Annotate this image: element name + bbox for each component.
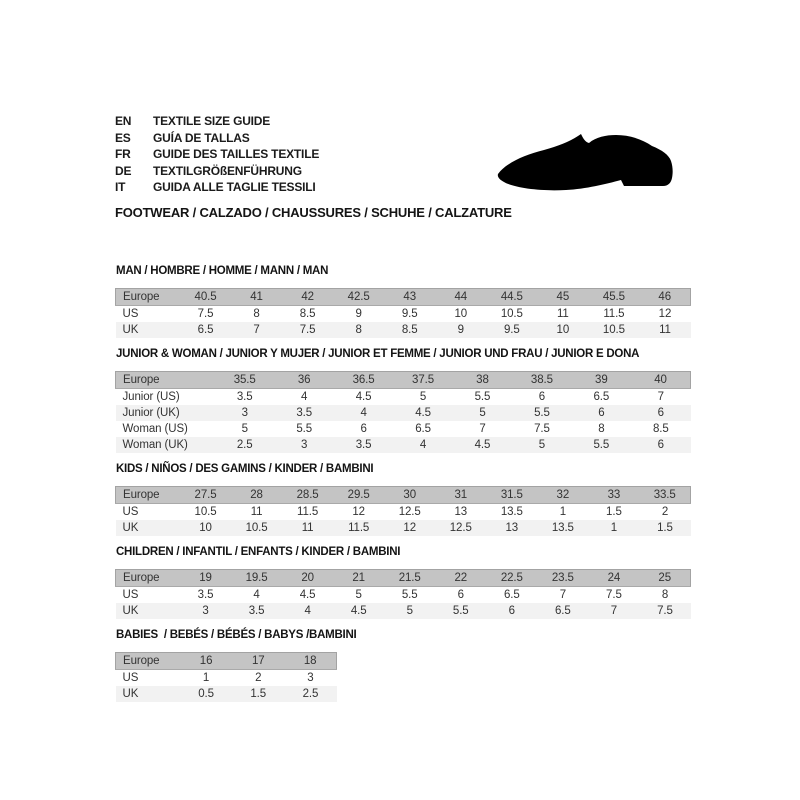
size-value: 22.5 bbox=[486, 569, 537, 586]
size-value: 6 bbox=[657, 438, 664, 451]
size-value: 11 bbox=[659, 323, 671, 336]
table-row bbox=[116, 322, 691, 338]
language-code: DE bbox=[115, 163, 132, 178]
size-value: 3.5 bbox=[296, 406, 312, 419]
size-value: 7 bbox=[253, 323, 260, 336]
size-value: 6.5 bbox=[503, 588, 520, 601]
row-label: UK bbox=[122, 687, 139, 700]
size-value: 13 bbox=[454, 505, 468, 518]
language-title: GUIDA ALLE TAGLIE TESSILI bbox=[153, 180, 316, 194]
size-value: 5.5 bbox=[474, 390, 491, 403]
size-value: 5 bbox=[538, 438, 546, 451]
size-value: 1.5 bbox=[606, 505, 622, 518]
size-value: 12 bbox=[403, 521, 416, 534]
language-title: GUIDE DES TAILLES TEXTILE bbox=[153, 147, 320, 161]
row-label: Europe bbox=[116, 371, 216, 388]
size-value: 11.5 bbox=[603, 307, 625, 320]
size-value: 45 bbox=[537, 288, 588, 305]
size-value: 0.5 bbox=[198, 687, 214, 700]
size-value: 6.5 bbox=[197, 323, 214, 336]
size-value: 46 bbox=[639, 288, 690, 305]
size-guide-content bbox=[115, 113, 691, 711]
size-value: 44.5 bbox=[486, 288, 537, 305]
size-value: 8.5 bbox=[401, 323, 418, 336]
row-label: UK bbox=[122, 323, 139, 336]
size-value: 18 bbox=[284, 652, 336, 669]
language-code: EN bbox=[115, 114, 132, 128]
size-value: 5.5 bbox=[534, 406, 550, 419]
size-value: 23.5 bbox=[537, 569, 588, 586]
language-title: TEXTILE SIZE GUIDE bbox=[153, 114, 271, 128]
size-value: 43 bbox=[384, 288, 435, 305]
row-label: US bbox=[122, 505, 139, 518]
size-value: 31.5 bbox=[486, 486, 537, 503]
size-value: 7.5 bbox=[197, 307, 214, 320]
size-value: 10 bbox=[454, 307, 468, 320]
table-row bbox=[116, 437, 691, 453]
size-value: 11.5 bbox=[297, 505, 319, 518]
language-code: ES bbox=[115, 130, 131, 145]
size-value: 27.5 bbox=[180, 486, 231, 503]
table-row bbox=[116, 388, 691, 405]
row-label: Junior (US) bbox=[122, 390, 180, 403]
table-row bbox=[116, 652, 337, 669]
size-value: 1 bbox=[610, 521, 618, 534]
language-code: IT bbox=[115, 180, 126, 194]
language-row bbox=[115, 113, 691, 130]
size-value: 5.5 bbox=[452, 604, 469, 617]
size-value: 19.5 bbox=[231, 569, 282, 586]
row-label: UK bbox=[122, 604, 139, 617]
size-value: 13.5 bbox=[551, 521, 574, 534]
size-value: 10 bbox=[556, 323, 570, 336]
table-row bbox=[116, 569, 691, 586]
row-label: Europe bbox=[116, 569, 181, 586]
size-table-section-children bbox=[115, 545, 691, 619]
table-title-kids: KIDS / NIÑOS / DES GAMINS / KINDER / BAMBINI bbox=[116, 462, 374, 475]
size-value: 6.5 bbox=[555, 604, 571, 617]
size-value: 8.5 bbox=[652, 422, 669, 435]
size-value: 28 bbox=[231, 486, 282, 503]
table-title-babies: BABIES / BEBÉS / BÉBÉS / BABYS /BAMBINI bbox=[116, 628, 357, 641]
size-value: 5 bbox=[241, 422, 248, 435]
table-title-man: MAN / HOMBRE / HOMME / MANN / MAN bbox=[116, 264, 329, 277]
size-value: 40 bbox=[631, 371, 690, 388]
size-value: 38 bbox=[453, 371, 512, 388]
size-table-babies bbox=[115, 652, 337, 702]
size-value: 8 bbox=[253, 307, 260, 320]
size-value: 36.5 bbox=[334, 371, 393, 388]
size-value: 35.5 bbox=[215, 371, 274, 388]
size-value: 13 bbox=[505, 521, 519, 534]
table-row bbox=[116, 486, 691, 503]
size-value: 16 bbox=[180, 652, 232, 669]
size-tables-container bbox=[115, 264, 691, 702]
size-value: 6 bbox=[598, 406, 605, 419]
size-value: 9 bbox=[457, 323, 464, 336]
size-value: 17 bbox=[232, 652, 284, 669]
size-value: 21.5 bbox=[384, 569, 435, 586]
size-value: 6 bbox=[657, 406, 664, 419]
size-value: 11.5 bbox=[348, 521, 370, 534]
size-value: 8.5 bbox=[299, 307, 316, 320]
table-row bbox=[116, 371, 691, 388]
size-value: 5 bbox=[406, 604, 413, 617]
size-value: 6 bbox=[538, 390, 546, 403]
size-value: 6 bbox=[508, 604, 515, 617]
size-value: 10 bbox=[199, 521, 212, 534]
row-label: Woman (UK) bbox=[122, 438, 188, 451]
row-label: US bbox=[122, 588, 139, 601]
size-value: 22 bbox=[435, 569, 486, 586]
size-value: 7 bbox=[559, 588, 566, 601]
size-table-kids bbox=[115, 486, 691, 536]
size-value: 11 bbox=[301, 521, 314, 534]
size-value: 28.5 bbox=[282, 486, 333, 503]
size-value: 38.5 bbox=[512, 371, 571, 388]
size-value: 7 bbox=[610, 604, 618, 617]
table-row bbox=[116, 405, 691, 421]
size-value: 1 bbox=[559, 505, 566, 518]
size-value: 40.5 bbox=[180, 288, 231, 305]
table-row bbox=[116, 288, 691, 305]
size-value: 3 bbox=[301, 438, 308, 451]
size-value: 37.5 bbox=[393, 371, 452, 388]
size-value: 12 bbox=[658, 307, 672, 320]
size-value: 3 bbox=[202, 604, 209, 617]
size-value: 4 bbox=[253, 588, 260, 601]
row-label: Europe bbox=[116, 288, 181, 305]
size-value: 3.5 bbox=[248, 604, 265, 617]
size-value: 6 bbox=[457, 588, 464, 601]
size-value: 29.5 bbox=[333, 486, 384, 503]
size-value: 4.5 bbox=[350, 604, 367, 617]
size-value: 6.5 bbox=[415, 422, 431, 435]
table-row bbox=[116, 421, 691, 437]
size-value: 19 bbox=[180, 569, 231, 586]
size-value: 11 bbox=[556, 307, 569, 320]
table-row bbox=[116, 520, 691, 536]
size-value: 3.5 bbox=[236, 390, 253, 403]
size-table-section-junior-woman bbox=[115, 347, 691, 453]
size-value: 3 bbox=[307, 671, 314, 684]
size-value: 3 bbox=[241, 406, 248, 419]
size-value: 36 bbox=[274, 371, 333, 388]
size-value: 3.5 bbox=[355, 438, 372, 451]
size-value: 4.5 bbox=[474, 438, 491, 451]
size-value: 10.5 bbox=[194, 505, 217, 518]
size-table-section-kids bbox=[115, 462, 691, 536]
language-title: TEXTILGRÖßENFÜHRUNG bbox=[153, 163, 302, 178]
row-label: US bbox=[122, 671, 139, 684]
table-row bbox=[116, 603, 691, 619]
size-value: 44 bbox=[435, 288, 486, 305]
row-label: US bbox=[122, 307, 139, 320]
table-row bbox=[116, 503, 691, 520]
size-table-section-man bbox=[115, 264, 691, 338]
size-value: 5 bbox=[479, 406, 486, 419]
size-value: 4 bbox=[360, 406, 367, 419]
size-value: 7.5 bbox=[606, 588, 622, 601]
size-value: 5.5 bbox=[401, 588, 418, 601]
size-value: 42 bbox=[282, 288, 333, 305]
size-value: 21 bbox=[333, 569, 384, 586]
size-value: 10.5 bbox=[245, 521, 268, 534]
size-value: 9 bbox=[355, 307, 362, 320]
size-value: 5 bbox=[419, 390, 427, 403]
size-table-junior-woman bbox=[115, 371, 691, 453]
size-value: 39 bbox=[572, 371, 631, 388]
size-value: 10.5 bbox=[602, 323, 625, 336]
size-value: 32 bbox=[537, 486, 588, 503]
size-value: 3.5 bbox=[197, 588, 214, 601]
size-value: 42.5 bbox=[333, 288, 384, 305]
size-value: 7 bbox=[657, 390, 664, 403]
size-value: 7 bbox=[479, 422, 486, 435]
size-value: 1 bbox=[202, 671, 210, 684]
size-value: 7.5 bbox=[299, 323, 316, 336]
size-value: 12.5 bbox=[449, 521, 472, 534]
size-value: 7.5 bbox=[534, 422, 550, 435]
size-value: 9.5 bbox=[401, 307, 418, 320]
size-value: 41 bbox=[231, 288, 282, 305]
size-value: 12 bbox=[352, 505, 365, 518]
size-value: 2.5 bbox=[236, 438, 253, 451]
size-value: 4 bbox=[419, 438, 427, 451]
size-value: 13.5 bbox=[500, 505, 523, 518]
size-table-man bbox=[115, 288, 691, 338]
size-value: 9.5 bbox=[503, 323, 520, 336]
row-label: Woman (US) bbox=[122, 422, 188, 435]
size-value: 24 bbox=[588, 569, 639, 586]
size-value: 6.5 bbox=[593, 390, 610, 403]
size-value: 6 bbox=[360, 422, 367, 435]
language-title: GUÍA DE TALLAS bbox=[153, 130, 250, 145]
table-title-junior-woman: JUNIOR & WOMAN / JUNIOR Y MUJER / JUNIOR ET FEMME / JUNIOR UND FRAU / JUNIOR E DONA bbox=[116, 347, 640, 360]
size-value: 33 bbox=[588, 486, 639, 503]
size-value: 33.5 bbox=[639, 486, 690, 503]
size-value: 25 bbox=[639, 569, 690, 586]
size-value: 4.5 bbox=[355, 390, 372, 403]
row-label: Europe bbox=[116, 652, 181, 669]
size-value: 20 bbox=[282, 569, 333, 586]
size-value: 4 bbox=[304, 604, 311, 617]
size-value: 12.5 bbox=[398, 505, 421, 518]
size-value: 2 bbox=[255, 671, 262, 684]
category-heading: FOOTWEAR / CALZADO / CHAUSSURES / SCHUHE / CALZATURE bbox=[115, 204, 512, 220]
size-table-children bbox=[115, 569, 691, 619]
size-value: 7.5 bbox=[657, 604, 673, 617]
size-value: 1.5 bbox=[657, 521, 673, 534]
size-value: 10.5 bbox=[500, 307, 523, 320]
table-row bbox=[116, 586, 691, 603]
size-value: 2.5 bbox=[302, 687, 319, 700]
size-value: 11 bbox=[250, 505, 263, 518]
shoe-icon bbox=[496, 134, 674, 192]
language-code: FR bbox=[115, 147, 131, 161]
size-value: 4 bbox=[301, 390, 308, 403]
row-label: Europe bbox=[116, 486, 181, 503]
size-value: 45.5 bbox=[588, 288, 639, 305]
size-value: 5 bbox=[355, 588, 362, 601]
size-value: 4.5 bbox=[415, 406, 431, 419]
row-label: UK bbox=[122, 521, 139, 534]
table-row bbox=[116, 669, 337, 686]
row-label: Junior (UK) bbox=[122, 406, 180, 419]
size-value: 8 bbox=[661, 588, 669, 601]
table-row bbox=[116, 305, 691, 322]
size-value: 31 bbox=[435, 486, 486, 503]
size-value: 30 bbox=[384, 486, 435, 503]
size-value: 2 bbox=[661, 505, 669, 518]
size-table-section-babies bbox=[115, 628, 691, 702]
size-value: 8 bbox=[598, 422, 605, 435]
size-value: 4.5 bbox=[299, 588, 316, 601]
table-row bbox=[116, 686, 337, 702]
size-value: 8 bbox=[355, 323, 362, 336]
size-value: 5.5 bbox=[593, 438, 610, 451]
table-title-children: CHILDREN / INFANTIL / ENFANTS / KINDER / BAMBINI bbox=[116, 545, 401, 558]
size-value: 5.5 bbox=[296, 422, 312, 435]
size-value: 1.5 bbox=[250, 687, 267, 700]
